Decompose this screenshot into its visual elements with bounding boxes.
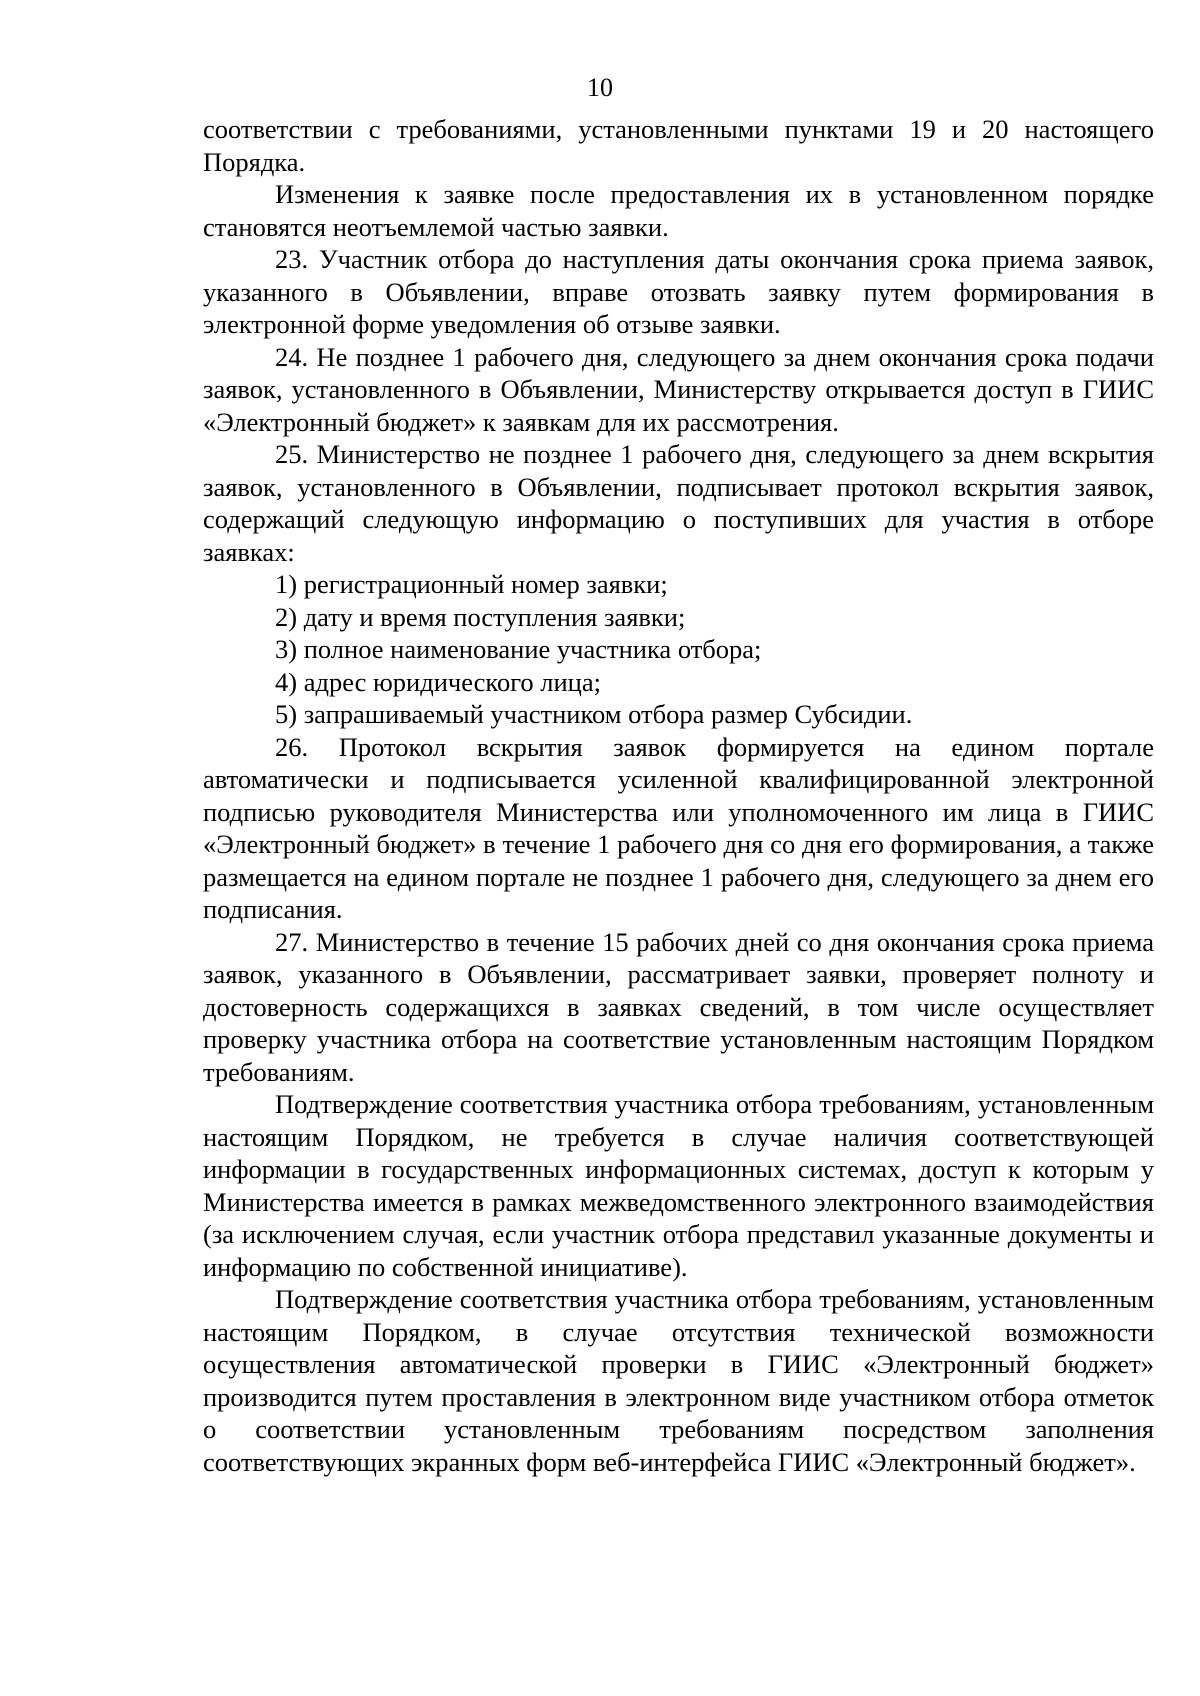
list-item-5: 5) запрашиваемый участником отбора размер Субсидии. [275,699,913,729]
paragraph-continuation: соответствии с требованиями, установленными пунктами 19 и 20 настоящего Порядка. [203,114,1154,177]
document-body [203,113,1154,1478]
paragraph-24: 24. Не позднее 1 рабочего дня, следующего за днем окончания срока подачи заявок, установленного в Объявлении, Министерству открывается доступ в ГИИС «Электронный бюджет» к заявкам для их рассмотрения. [203,341,1154,437]
list-item-3: 3) полное наименование участника отбора; [275,634,762,664]
paragraph-27: 27. Министерство в течение 15 рабочих дней со дня окончания срока приема заявок, указанного в Объявлении, рассматривает заявки, проверяет полноту и достоверность содержащихся в заявках сведений, в том числе осуществляет проверку участника отбора на соответствие установленным настоящим Порядком требованиям. [203,926,1154,1087]
paragraph-26: 26. Протокол вскрытия заявок формируется на едином портале автоматически и подписывается усиленной квалифицированной электронной подписью руководителя Министерства или уполномоченного им лица в ГИИС «Электронный бюджет» в течение 1 рабочего дня со дня его формирования, а также размещается на едином портале не позднее 1 рабочего дня, следующего за днем его подписания. [203,731,1154,924]
paragraph-confirmation-2: Подтверждение соответствия участника отбора требованиям, установленным настоящим Порядком, в случае отсутствия технической возможности осуществления автоматической проверки в ГИИС «Электронный бюджет» производится путем проставления в электронном виде участником отбора отметок о соответствии установленным требованиям посредством заполнения соответствующих экранных форм веб-интерфейса ГИИС «Электронный бюджет». [203,1284,1154,1477]
page-number: 10 [587,73,613,102]
paragraph-25: 25. Министерство не позднее 1 рабочего дня, следующего за днем вскрытия заявок, установленного в Объявлении, подписывает протокол вскрытия заявок, содержащий следующую информацию о поступивших для участия в отборе заявках: [203,439,1154,567]
list-item-4: 4) адрес юридического лица; [275,666,601,697]
paragraph-23: 23. Участник отбора до наступления даты окончания срока приема заявок, указанного в Объявлении, вправе отозвать заявку путем формирования в электронной форме уведомления об отзыве заявки. [203,244,1154,339]
paragraph-amendments: Изменения к заявке после предоставления их в установленном порядке становятся неотъемлемой частью заявки. [203,179,1154,242]
list-item-1: 1) регистрационный номер заявки; [275,569,668,599]
list-item-2: 2) дату и время поступления заявки; [275,601,686,632]
paragraph-confirmation-1: Подтверждение соответствия участника отбора требованиям, установленным настоящим Порядком, не требуется в случае наличия соответствующей информации в государственных информационных системах, доступ к которым у Министерства имеется в рамках межведомственного электронного взаимодействия (за исключением случая, если участник отбора представил указанные документы и информацию по собственной инициативе). [203,1089,1154,1282]
